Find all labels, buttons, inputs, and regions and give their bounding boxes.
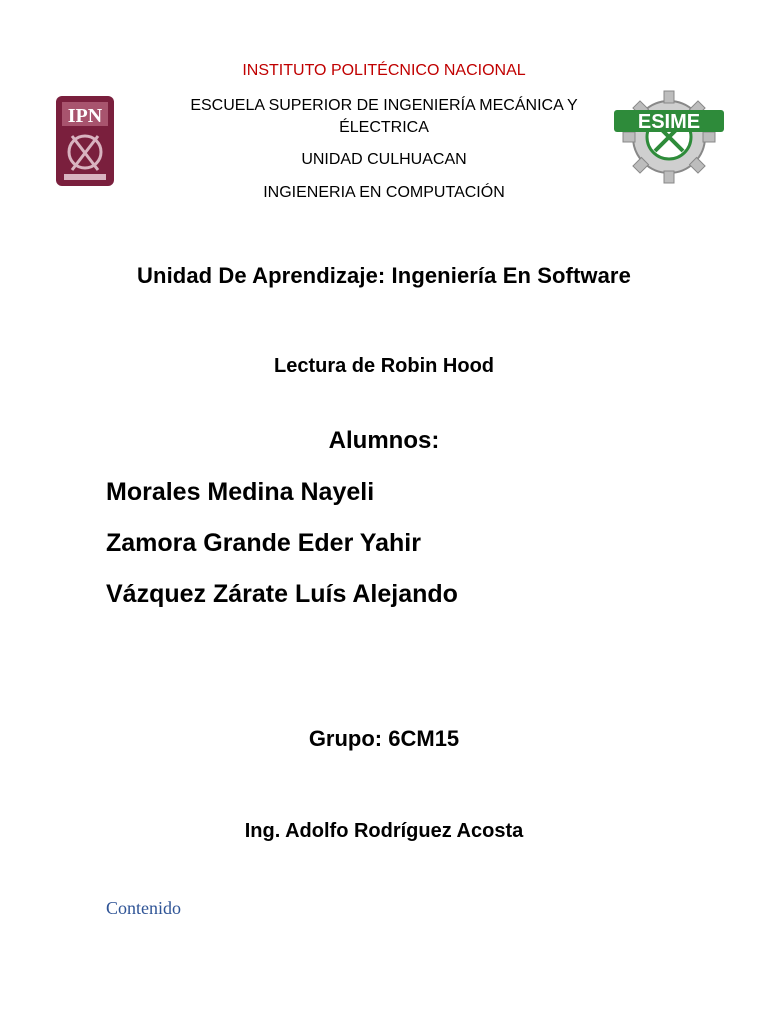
svg-text:ESIME: ESIME	[637, 111, 701, 133]
svg-text:IPN: IPN	[67, 105, 103, 127]
student-name: Morales Medina Nayeli	[106, 478, 375, 506]
institution-name: INSTITUTO POLITÉCNICO NACIONAL	[242, 62, 526, 79]
contents-heading: Contenido	[106, 898, 181, 918]
unit-name: UNIDAD CULHUACAN	[301, 151, 467, 168]
group-label: Grupo: 6CM15	[308, 726, 460, 751]
students-heading: Alumnos:	[328, 427, 440, 454]
school-name: ESCUELA SUPERIOR DE INGENIERÍA MECÁNICA Y ÉLECTRICA	[190, 97, 578, 136]
esime-gear-logo	[610, 88, 728, 186]
student-name: Vázquez Zárate Luís Alejando	[106, 580, 458, 608]
student-name: Zamora Grande Eder Yahir	[106, 529, 421, 557]
career-name: INGIENERIA EN COMPUTACIÓN	[263, 184, 505, 201]
teacher-name: Ing. Adolfo Rodríguez Acosta	[244, 820, 524, 842]
ipn-logo	[50, 92, 120, 190]
reading-title: Lectura de Robin Hood	[274, 355, 494, 377]
subject-title: Unidad De Aprendizaje: Ingeniería En Software	[137, 263, 631, 288]
